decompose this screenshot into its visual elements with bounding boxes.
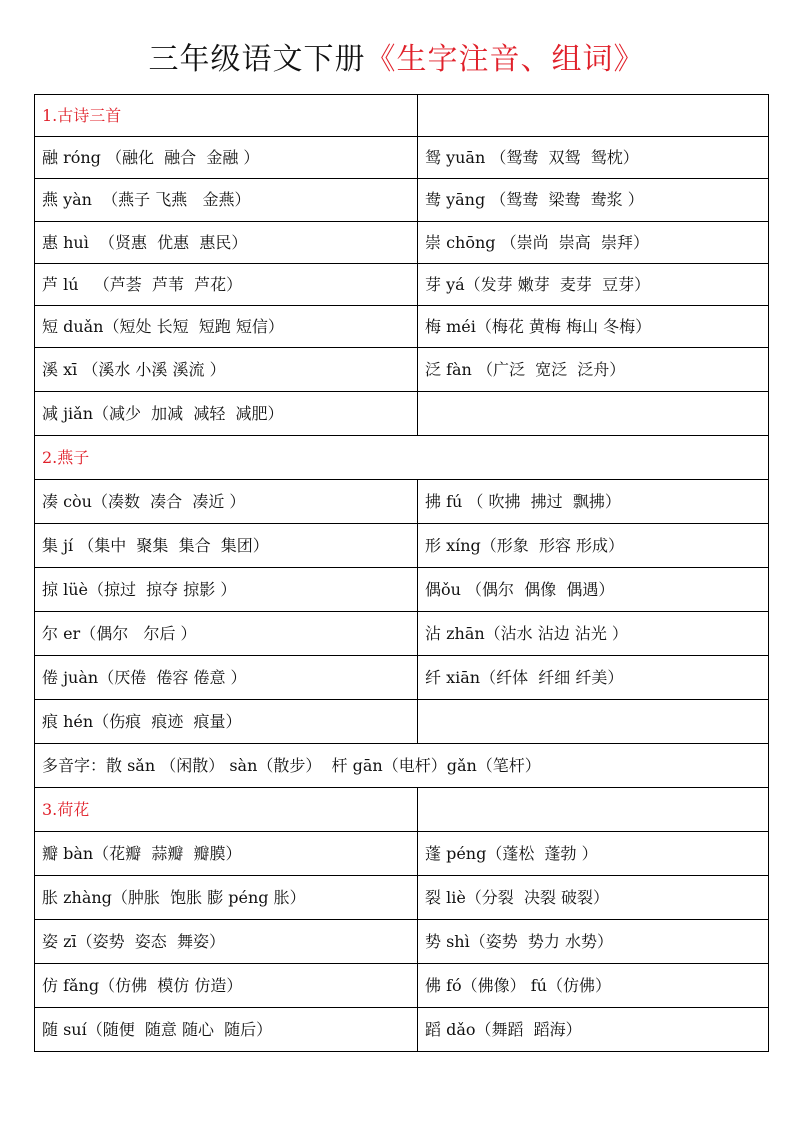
table-row [35,179,769,222]
table-row [35,920,769,964]
word-cell-right: 芽 yá（发芽 嫩芽 麦芽 豆芽） [418,264,769,306]
word-cell-right: 蹈 dǎo（舞蹈 蹈海） [418,1008,769,1052]
vocabulary-table [34,94,769,1052]
word-cell-right: 梅 méi（梅花 黄梅 梅山 冬梅） [418,306,769,348]
table-row [35,568,769,612]
table-row [35,306,769,348]
title-main: 三年级语文下册 [148,42,366,77]
empty-cell [418,392,769,436]
table-row [35,392,769,436]
section-row [35,95,769,137]
word-cell-right: 鸯 yāng （鸳鸯 梁鸯 鸯浆 ） [418,179,769,222]
empty-cell [418,95,769,137]
word-cell-left: 融 róng （融化 融合 金融 ） [35,137,418,179]
word-cell-left: 倦 juàn（厌倦 倦容 倦意 ） [35,656,418,700]
word-cell-left: 芦 lú （芦荟 芦苇 芦花） [35,264,418,306]
table-row [35,612,769,656]
title-highlight: 《生字注音、组词》 [365,42,645,77]
word-cell-left: 短 duǎn（短处 长短 短跑 短信） [35,306,418,348]
word-cell-left: 瓣 bàn（花瓣 蒜瓣 瓣膜） [35,832,418,876]
section-heading: 3.荷花 [35,788,418,832]
word-cell-right: 形 xíng（形象 形容 形成） [418,524,769,568]
word-cell-right: 佛 fó（佛像） fú（仿佛） [418,964,769,1008]
section-row [35,788,769,832]
section-heading: 2.燕子 [35,436,769,480]
word-cell-right: 泛 fàn （广泛 宽泛 泛舟） [418,348,769,392]
word-cell-left: 姿 zī（姿势 姿态 舞姿） [35,920,418,964]
table-row [35,264,769,306]
table-row [35,222,769,264]
table-row [35,524,769,568]
word-cell-right: 纤 xiān（纤体 纤细 纤美） [418,656,769,700]
word-cell-left: 燕 yàn （燕子 飞燕 金燕） [35,179,418,222]
word-cell-right: 崇 chōng （崇尚 崇高 崇拜） [418,222,769,264]
word-cell-left: 痕 hén（伤痕 痕迹 痕量） [35,700,418,744]
word-cell-left: 凑 còu（凑数 凑合 凑近 ） [35,480,418,524]
word-cell-left: 掠 lüè（掠过 掠夺 掠影 ） [35,568,418,612]
table-row [35,480,769,524]
word-cell-left: 惠 huì （贤惠 优惠 惠民） [35,222,418,264]
page-title [0,38,793,82]
word-cell-right: 沾 zhān（沾水 沾边 沾光 ） [418,612,769,656]
table-row [35,700,769,744]
polyphonic-row [35,744,769,788]
section-row [35,436,769,480]
word-cell-left: 随 suí（随便 随意 随心 随后） [35,1008,418,1052]
table-row [35,656,769,700]
polyphonic-cell: 多音字：散 sǎn （闲散） sàn（散步） 杆 gān（电杆）gǎn（笔杆） [35,744,769,788]
word-cell-right: 蓬 péng（蓬松 蓬勃 ） [418,832,769,876]
word-cell-left: 溪 xī （溪水 小溪 溪流 ） [35,348,418,392]
word-cell-right: 偶ǒu （偶尔 偶像 偶遇） [418,568,769,612]
word-cell-left: 尔 er（偶尔 尔后 ） [35,612,418,656]
table-row [35,348,769,392]
word-cell-right: 鸳 yuān （鸳鸯 双鸳 鸳枕） [418,137,769,179]
empty-cell [418,788,769,832]
word-cell-left: 胀 zhàng（肿胀 饱胀 膨 péng 胀） [35,876,418,920]
word-cell-left: 仿 fǎng（仿佛 模仿 仿造） [35,964,418,1008]
word-cell-right: 势 shì（姿势 势力 水势） [418,920,769,964]
table-row [35,137,769,179]
word-cell-right: 拂 fú （ 吹拂 拂过 飘拂） [418,480,769,524]
word-cell-left: 减 jiǎn（减少 加减 减轻 减肥） [35,392,418,436]
empty-cell [418,700,769,744]
section-heading: 1.古诗三首 [35,95,418,137]
word-cell-left: 集 jí （集中 聚集 集合 集团） [35,524,418,568]
table-row [35,876,769,920]
table-row [35,1008,769,1052]
word-cell-right: 裂 liè（分裂 决裂 破裂） [418,876,769,920]
table-row [35,832,769,876]
table-row [35,964,769,1008]
